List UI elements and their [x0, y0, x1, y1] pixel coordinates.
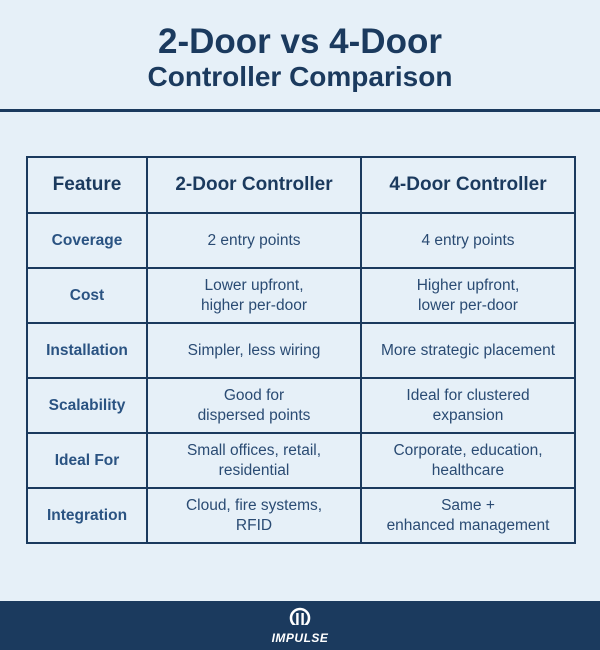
header-feature: Feature — [27, 157, 147, 213]
two-door-cell: Simpler, less wiring — [147, 323, 361, 378]
four-door-cell: Corporate, education, healthcare — [361, 433, 575, 488]
title-divider — [0, 109, 600, 112]
feature-cell: Installation — [27, 323, 147, 378]
feature-cell: Integration — [27, 488, 147, 543]
table-row — [27, 268, 575, 323]
feature-cell: Coverage — [27, 213, 147, 268]
header-4-door: 4-Door Controller — [361, 157, 575, 213]
four-door-cell: More strategic placement — [361, 323, 575, 378]
four-door-cell: 4 entry points — [361, 213, 575, 268]
table-row — [27, 323, 575, 378]
impulse-logo — [0, 607, 600, 647]
feature-cell: Ideal For — [27, 433, 147, 488]
two-door-cell: Cloud, fire systems, RFID — [147, 488, 361, 543]
two-door-cell: Small offices, retail, residential — [147, 433, 361, 488]
table-row — [27, 378, 575, 433]
table-row — [27, 433, 575, 488]
page-subtitle: Controller Comparison — [147, 61, 453, 92]
four-door-cell: Ideal for clustered expansion — [361, 378, 575, 433]
two-door-cell: 2 entry points — [147, 213, 361, 268]
two-door-cell: Good for dispersed points — [147, 378, 361, 433]
header-2-door: 2-Door Controller — [147, 157, 361, 213]
table-row — [27, 488, 575, 543]
table-header-row — [27, 157, 575, 213]
table-row — [27, 213, 575, 268]
four-door-cell: Higher upfront, lower per-door — [361, 268, 575, 323]
page-title: 2-Door vs 4-Door — [158, 22, 442, 61]
two-door-cell: Lower upfront, higher per-door — [147, 268, 361, 323]
brand-name: IMPULSE — [271, 631, 329, 645]
comparison-table — [26, 156, 576, 544]
four-door-cell: Same + enhanced management — [361, 488, 575, 543]
footer-bar — [0, 601, 600, 650]
title-area — [0, 0, 600, 108]
feature-cell: Scalability — [27, 378, 147, 433]
feature-cell: Cost — [27, 268, 147, 323]
impulse-logo-icon — [285, 607, 315, 629]
